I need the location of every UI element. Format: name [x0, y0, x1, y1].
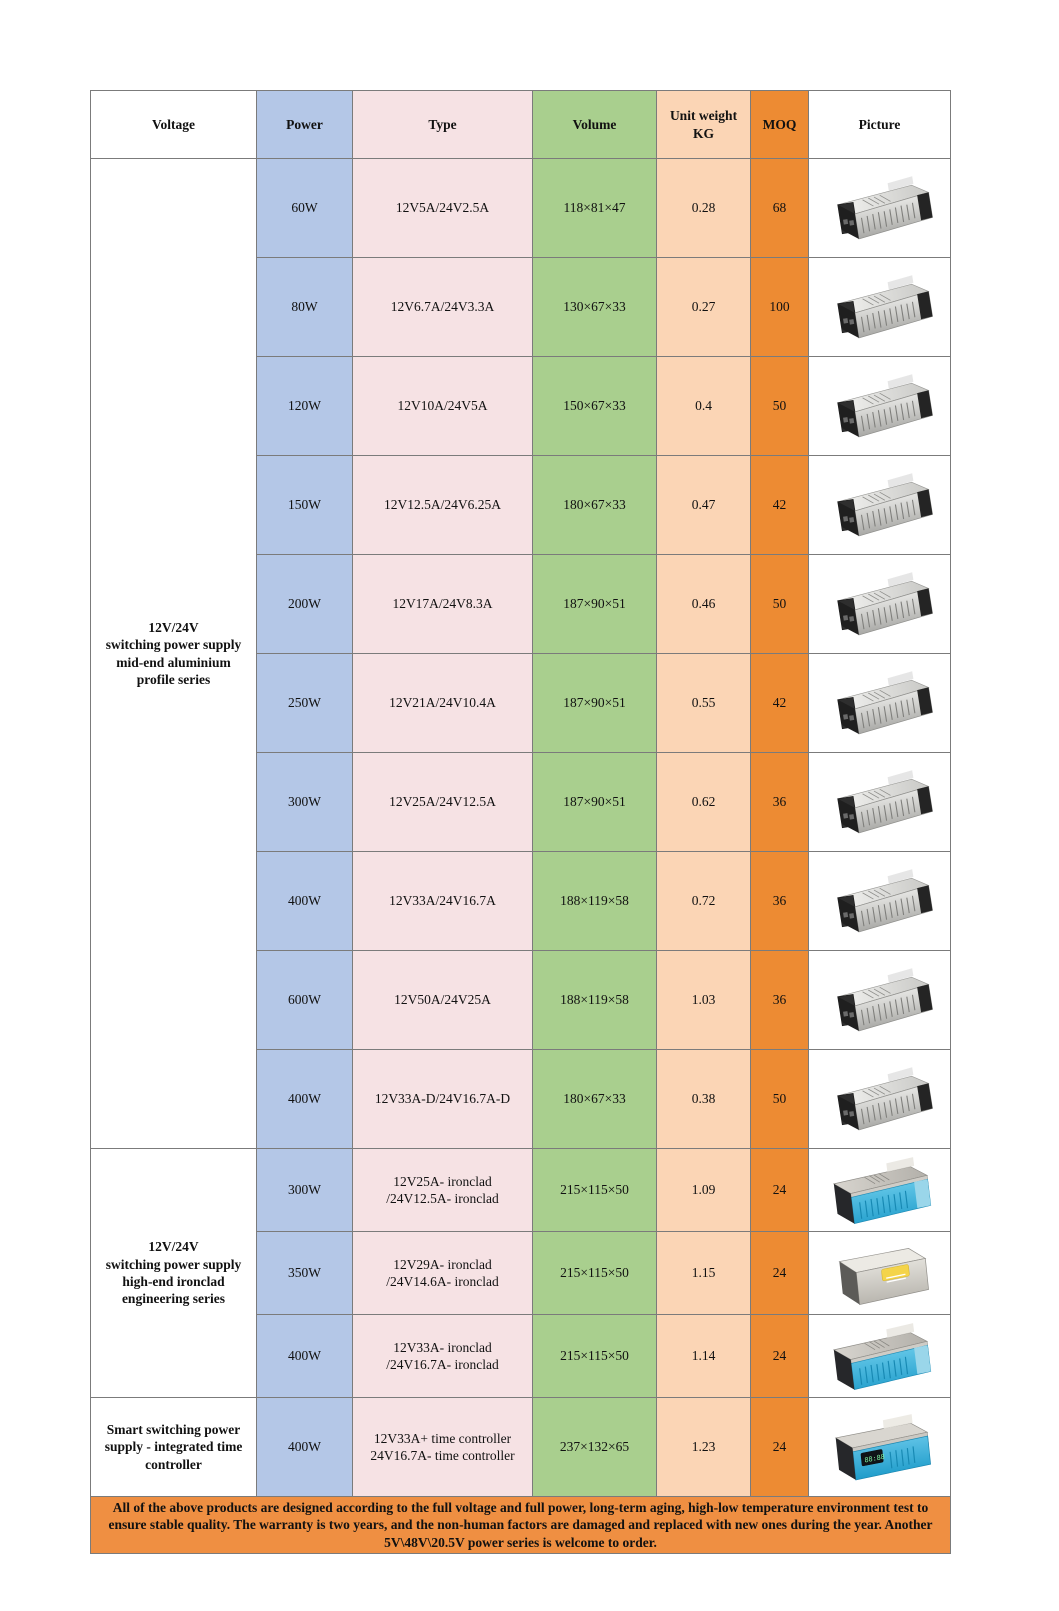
cell-unit-weight: 1.15: [657, 1232, 751, 1315]
product-image: [821, 862, 939, 940]
cell-picture: [809, 753, 951, 852]
cell-type: [353, 159, 533, 258]
product-image-aluminium-profile: [821, 961, 939, 1039]
cell-moq: 50: [751, 1050, 809, 1149]
cell-unit-weight: 1.03: [657, 951, 751, 1050]
cell-type-line: 12V6.7A/24V3.3A: [390, 299, 495, 315]
cell-volume: 130×67×33: [533, 258, 657, 357]
cell-unit-weight: 0.4: [657, 357, 751, 456]
voltage-category-line: controller: [145, 1456, 202, 1472]
cell-type-line: 12V5A/24V2.5A: [395, 200, 490, 216]
cell-moq: 100: [751, 258, 809, 357]
cell-type-line: 12V21A/24V10.4A: [389, 695, 496, 711]
cell-unit-weight: 0.27: [657, 258, 751, 357]
cell-type: [353, 1050, 533, 1149]
cell-moq: 24: [751, 1315, 809, 1398]
cell-moq: 36: [751, 951, 809, 1050]
product-image-aluminium-profile: [821, 664, 939, 742]
cell-picture: [809, 357, 951, 456]
cell-type-line: 12V17A/24V8.3A: [392, 596, 493, 612]
voltage-category-line: switching power supply: [105, 1256, 242, 1272]
cell-volume: 237×132×65: [533, 1398, 657, 1497]
product-image: [821, 466, 939, 544]
cell-moq: 42: [751, 654, 809, 753]
note-row: [91, 1497, 951, 1554]
product-image: [821, 961, 939, 1039]
cell-volume: 215×115×50: [533, 1315, 657, 1398]
cell-picture: [809, 1232, 951, 1315]
header-unit-weight: [657, 91, 751, 159]
voltage-category-3: [91, 1398, 257, 1497]
product-image: [821, 664, 939, 742]
header-type: Type: [353, 91, 533, 159]
cell-power: 400W: [257, 1398, 353, 1497]
cell-volume: 215×115×50: [533, 1232, 657, 1315]
product-image: [821, 763, 939, 841]
cell-volume: 150×67×33: [533, 357, 657, 456]
header-unit-weight-line2: KG: [692, 125, 714, 141]
cell-unit-weight: 0.62: [657, 753, 751, 852]
cell-volume: 118×81×47: [533, 159, 657, 258]
cell-power: 400W: [257, 1050, 353, 1149]
product-image: [821, 268, 939, 346]
cell-volume: 188×119×58: [533, 951, 657, 1050]
spec-sheet: [90, 90, 950, 1554]
cell-picture: [809, 159, 951, 258]
product-image: [821, 1151, 939, 1229]
cell-type: [353, 1315, 533, 1398]
cell-unit-weight: 0.55: [657, 654, 751, 753]
cell-type-line: 12V33A/24V16.7A: [389, 893, 496, 909]
product-image-ironclad: [821, 1317, 939, 1395]
product-spec-table: [90, 90, 951, 1554]
cell-power: 300W: [257, 753, 353, 852]
cell-power: 150W: [257, 456, 353, 555]
cell-unit-weight: 0.72: [657, 852, 751, 951]
voltage-category-line: supply - integrated time: [104, 1439, 243, 1455]
cell-power: 350W: [257, 1232, 353, 1315]
cell-power: 60W: [257, 159, 353, 258]
voltage-category-line: profile series: [136, 671, 211, 687]
cell-type-line: 12V12.5A/24V6.25A: [384, 497, 501, 513]
table-row: [91, 1149, 951, 1232]
product-image-ironclad-plain: [821, 1234, 939, 1312]
product-image-aluminium-profile: [821, 565, 939, 643]
product-image: [821, 565, 939, 643]
cell-power: 250W: [257, 654, 353, 753]
cell-type: [353, 456, 533, 555]
product-image: [821, 169, 939, 247]
cell-type-line: 12V33A- ironclad: [393, 1339, 492, 1355]
product-image-aluminium-profile: [821, 268, 939, 346]
cell-type-line: 12V25A- ironclad: [393, 1173, 492, 1189]
product-image-smart-timer: [821, 1408, 939, 1486]
cell-picture: [809, 1149, 951, 1232]
header-picture: Picture: [809, 91, 951, 159]
cell-volume: 187×90×51: [533, 555, 657, 654]
voltage-category-line: 12V/24V: [148, 1239, 199, 1255]
cell-unit-weight: 1.09: [657, 1149, 751, 1232]
table-row: [91, 1398, 951, 1497]
product-image: [821, 1408, 939, 1486]
cell-volume: 187×90×51: [533, 654, 657, 753]
voltage-category-line: Smart switching power: [106, 1422, 241, 1438]
cell-type: [353, 852, 533, 951]
cell-picture: [809, 456, 951, 555]
cell-unit-weight: 0.38: [657, 1050, 751, 1149]
product-image: [821, 367, 939, 445]
cell-unit-weight: 0.28: [657, 159, 751, 258]
cell-moq: 50: [751, 555, 809, 654]
table-row: [91, 159, 951, 258]
voltage-category-line: high-end ironclad: [122, 1274, 225, 1289]
cell-picture: [809, 654, 951, 753]
product-image: [821, 1317, 939, 1395]
cell-type: [353, 357, 533, 456]
cell-unit-weight: 1.14: [657, 1315, 751, 1398]
product-image-aluminium-profile: [821, 466, 939, 544]
cell-volume: 180×67×33: [533, 456, 657, 555]
cell-type-line: 12V50A/24V25A: [394, 992, 491, 1008]
header-voltage: Voltage: [91, 91, 257, 159]
cell-moq: 24: [751, 1398, 809, 1497]
cell-type-line: 12V29A- ironclad: [393, 1256, 492, 1272]
cell-power: 400W: [257, 1315, 353, 1398]
cell-picture: [809, 1398, 951, 1497]
cell-power: 200W: [257, 555, 353, 654]
cell-moq: 68: [751, 159, 809, 258]
cell-power: 80W: [257, 258, 353, 357]
cell-type-line: /24V16.7A- ironclad: [386, 1357, 499, 1372]
cell-moq: 42: [751, 456, 809, 555]
cell-volume: 215×115×50: [533, 1149, 657, 1232]
product-image-aluminium-profile: [821, 862, 939, 940]
product-image-aluminium-profile: [821, 763, 939, 841]
svg-text:88:88: 88:88: [863, 1452, 885, 1465]
header-volume: Volume: [533, 91, 657, 159]
voltage-category-2: [91, 1149, 257, 1398]
cell-power: 600W: [257, 951, 353, 1050]
cell-picture: [809, 1315, 951, 1398]
product-image-aluminium-profile: [821, 367, 939, 445]
cell-moq: 36: [751, 852, 809, 951]
cell-moq: 36: [751, 753, 809, 852]
cell-type: [353, 555, 533, 654]
header-moq: MOQ: [751, 91, 809, 159]
cell-type-line: 12V25A/24V12.5A: [389, 794, 496, 810]
cell-type-line: 24V16.7A- time controller: [370, 1448, 515, 1463]
cell-picture: [809, 258, 951, 357]
cell-moq: 24: [751, 1232, 809, 1315]
cell-picture: [809, 555, 951, 654]
table-body: [91, 159, 951, 1554]
cell-power: 400W: [257, 852, 353, 951]
header-unit-weight-line1: Unit weight: [669, 108, 738, 124]
cell-volume: 187×90×51: [533, 753, 657, 852]
cell-type: [353, 1149, 533, 1232]
cell-picture: [809, 852, 951, 951]
product-image-aluminium-profile: [821, 1060, 939, 1138]
header-power: Power: [257, 91, 353, 159]
product-image-ironclad: [821, 1151, 939, 1229]
cell-picture: [809, 1050, 951, 1149]
cell-type-line: 12V33A-D/24V16.7A-D: [374, 1091, 511, 1107]
cell-power: 120W: [257, 357, 353, 456]
cell-moq: 50: [751, 357, 809, 456]
cell-unit-weight: 0.46: [657, 555, 751, 654]
cell-power: 300W: [257, 1149, 353, 1232]
header-row: [91, 91, 951, 159]
cell-type: [353, 258, 533, 357]
cell-type-line: /24V14.6A- ironclad: [386, 1274, 499, 1289]
voltage-category-1: [91, 159, 257, 1149]
cell-moq: 24: [751, 1149, 809, 1232]
cell-volume: 188×119×58: [533, 852, 657, 951]
product-image: [821, 1234, 939, 1312]
voltage-category-line: engineering series: [121, 1291, 226, 1307]
cell-unit-weight: 1.23: [657, 1398, 751, 1497]
cell-type: [353, 951, 533, 1050]
product-image: [821, 1060, 939, 1138]
cell-type: [353, 1232, 533, 1315]
footer-note: All of the above products are designed according to the full voltage and full power, long-term aging, high-low temperature environment test to ensure stable quality. The warranty is two years, and the non-human factors are damaged and replaced with new ones during the year. Another 5V\48V\20.5V power series is welcome to order.: [91, 1497, 951, 1554]
voltage-category-line: mid-end aluminium: [116, 654, 231, 670]
product-image-aluminium-profile: [821, 169, 939, 247]
cell-type: [353, 654, 533, 753]
cell-type: [353, 753, 533, 852]
cell-type-line: 12V10A/24V5A: [397, 398, 488, 414]
cell-type: [353, 1398, 533, 1497]
cell-volume: 180×67×33: [533, 1050, 657, 1149]
table-header: [91, 91, 951, 159]
voltage-category-line: 12V/24V: [148, 619, 199, 635]
cell-type-line: /24V12.5A- ironclad: [386, 1191, 499, 1206]
voltage-category-line: switching power supply: [105, 637, 242, 653]
cell-picture: [809, 951, 951, 1050]
cell-unit-weight: 0.47: [657, 456, 751, 555]
cell-type-line: 12V33A+ time controller: [373, 1430, 512, 1446]
